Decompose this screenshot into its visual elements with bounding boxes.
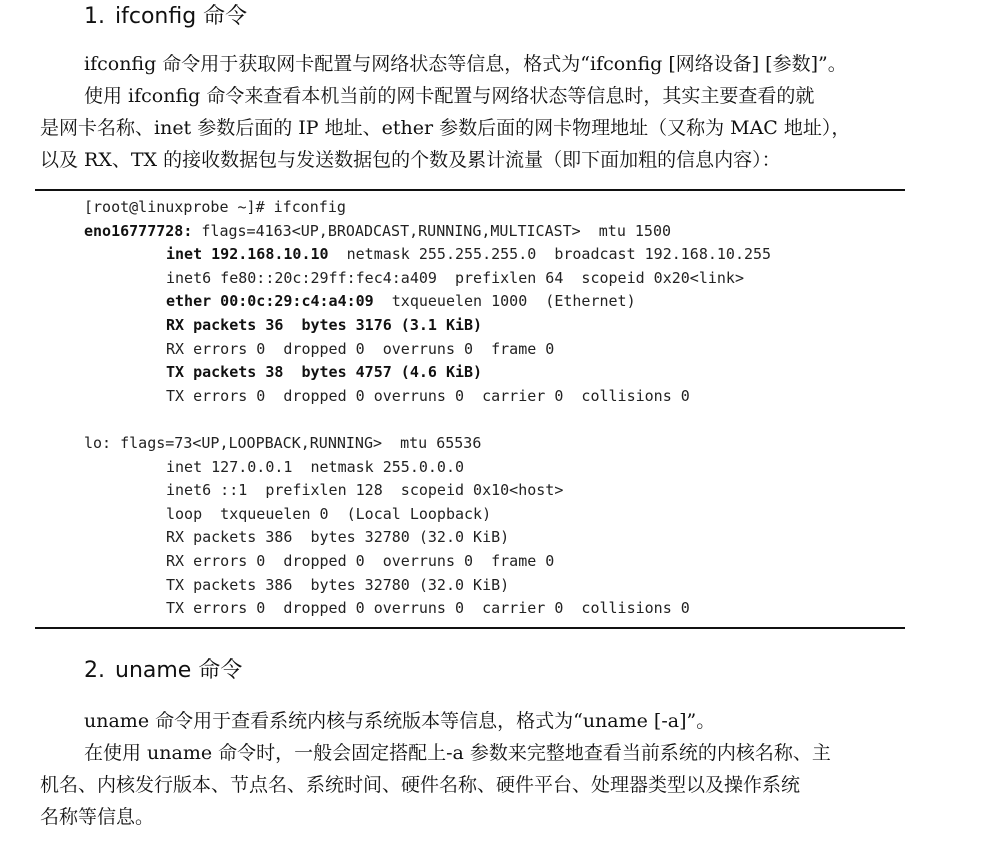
ifconfig-description <box>40 48 906 176</box>
paragraph-line: 机名、内核发行版本、节点名、系统时间、硬件名称、硬件平台、处理器类型以及操作系统 <box>40 774 801 796</box>
eno-inet6-line: inet6 fe80::20c:29ff:fec4:a409 prefixlen 64 scopeid 0x20<link> <box>166 268 744 287</box>
interface-name: eno16777728: <box>84 221 193 240</box>
paragraph-line: 在使用 uname 命令时，一般会固定搭配上-a 参数来完整地查看当前系统的内核名称、主 <box>84 742 831 764</box>
paragraph-line: 以及 RX、TX 的接收数据包与发送数据包的个数及累计流量（即下面加粗的信息内容）： <box>40 149 781 171</box>
paragraph-line: 使用 ifconfig 命令来查看本机当前的网卡配置与网络状态等信息时，其实主要查看的就 <box>84 85 815 107</box>
eno-ether-line <box>84 290 904 314</box>
eno-txqueuelen: txqueuelen 1000 (Ethernet) <box>373 292 636 311</box>
section-title: uname 命令 <box>115 658 243 683</box>
lo-header-line: lo: flags=73<UP,LOOPBACK,RUNNING> mtu 65536 <box>84 433 482 452</box>
eno-tx-packets-line <box>84 361 904 385</box>
lo-inet6-line: inet6 ::1 prefixlen 128 scopeid 0x10<host> <box>166 481 564 500</box>
eno-netmask: netmask 255.255.255.0 broadcast 192.168.10.255 <box>328 245 772 264</box>
code-block-top-rule <box>35 189 905 191</box>
paragraph-line: 是网卡名称、inet 参数后面的 IP 地址、ether 参数后面的网卡物理地址（又称为 MAC 地址）， <box>40 117 851 139</box>
terminal-prompt: [root@linuxprobe ~]# ifconfig <box>84 198 346 216</box>
lo-tx-errors-line: TX errors 0 dropped 0 overruns 0 carrier 0 collisions 0 <box>166 599 690 618</box>
rx-packets: RX packets 36 bytes 3176 (3.1 KiB) <box>166 315 483 334</box>
ip-address: inet 192.168.10.10 <box>166 245 329 264</box>
eno-flags: flags=4163<UP,BROADCAST,RUNNING,MULTICAST> mtu 1500 <box>192 221 672 240</box>
eno-inet-line <box>84 243 904 267</box>
eno-tx-errors-line: TX errors 0 dropped 0 overruns 0 carrier 0 collisions 0 <box>166 386 690 405</box>
section-number: 1. <box>84 4 105 29</box>
lo-tx-packets-line: TX packets 386 bytes 32780 (32.0 KiB) <box>166 575 510 594</box>
tx-packets: TX packets 38 bytes 4757 (4.6 KiB) <box>166 363 483 382</box>
lo-rx-packets-line: RX packets 386 bytes 32780 (32.0 KiB) <box>166 528 510 547</box>
lo-loop-line: loop txqueuelen 0 (Local Loopback) <box>166 504 492 523</box>
paragraph-line: uname 命令用于查看系统内核与系统版本等信息，格式为“uname [-a]”。 <box>84 710 716 732</box>
lo-inet-line: inet 127.0.0.1 netmask 255.0.0.0 <box>166 457 465 476</box>
section-heading-ifconfig <box>84 2 247 32</box>
section-number: 2. <box>84 658 105 683</box>
code-block-bottom-rule <box>35 627 905 629</box>
uname-description <box>40 705 906 833</box>
section-title: ifconfig 命令 <box>115 4 248 29</box>
blank-line <box>84 408 904 432</box>
eno-rx-errors-line: RX errors 0 dropped 0 overruns 0 frame 0 <box>166 339 555 358</box>
paragraph-line: ifconfig 命令用于获取网卡配置与网络状态等信息，格式为“ifconfig [网络设备] [参数]”。 <box>84 53 847 75</box>
section-heading-uname <box>84 656 242 686</box>
terminal-output <box>84 196 904 621</box>
mac-address: ether 00:0c:29:c4:a4:09 <box>166 292 374 311</box>
eno-rx-packets-line <box>84 314 904 338</box>
eno-header-line <box>84 220 904 244</box>
paragraph-line: 名称等信息。 <box>40 806 155 828</box>
lo-rx-errors-line: RX errors 0 dropped 0 overruns 0 frame 0 <box>166 551 555 570</box>
